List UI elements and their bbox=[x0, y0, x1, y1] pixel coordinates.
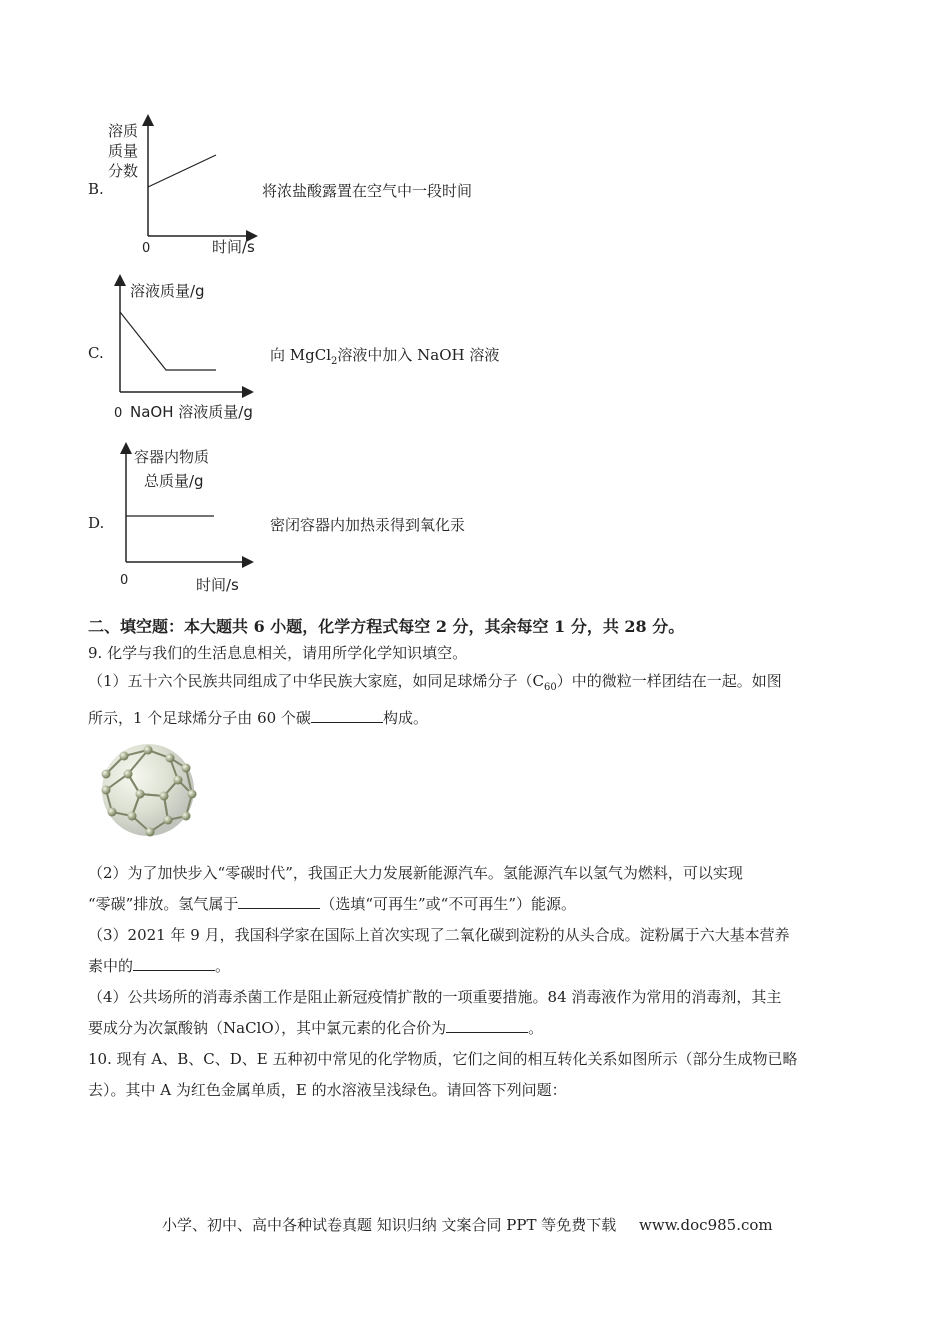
text: 要成分为次氯酸钠（NaClO），其中氯元素的化合价为 bbox=[88, 1019, 447, 1037]
q9-part4 bbox=[88, 982, 878, 1044]
footer-link[interactable]: www.doc985.com bbox=[639, 1216, 773, 1234]
q10-line1: 10. 现有 A、B、C、D、E 五种初中常见的化学物质，它们之间的相互转化关系如图所示（部分生成物已略 bbox=[88, 1050, 798, 1068]
origin-label: 0 bbox=[114, 406, 123, 421]
q9-part4-line2 bbox=[88, 1013, 878, 1044]
desc-part: 溶液中加入 NaOH 溶液 bbox=[337, 346, 500, 364]
text: 构成。 bbox=[382, 709, 428, 727]
origin-label: 0 bbox=[120, 573, 129, 588]
q9-part1 bbox=[88, 666, 878, 734]
text: 。 bbox=[528, 1019, 544, 1037]
y-label-line-1: 溶质 bbox=[108, 122, 139, 140]
x-label: 时间/s bbox=[196, 576, 239, 594]
y-label-line-1: 容器内物质 bbox=[134, 448, 210, 466]
desc-part: 向 MgCl bbox=[270, 346, 332, 364]
option-b-letter: B. bbox=[88, 180, 104, 198]
x-label: NaOH 溶液质量/g bbox=[130, 403, 253, 421]
q9-part2-line2 bbox=[88, 889, 878, 920]
answer-blank[interactable] bbox=[238, 892, 320, 909]
footer bbox=[162, 1214, 773, 1235]
y-label-line-2: 总质量/g bbox=[144, 472, 204, 490]
q9-part1-line2 bbox=[88, 703, 878, 734]
answer-blank[interactable] bbox=[446, 1016, 528, 1033]
subscript: 60 bbox=[544, 682, 557, 693]
option-c-description bbox=[270, 344, 499, 367]
text: （1）五十六个民族共同组成了中华民族大家庭，如同足球烯分子（C bbox=[88, 672, 545, 690]
footer-text: 小学、初中、高中各种试卷真题 知识归纳 文案合同 PPT 等免费下载 bbox=[162, 1216, 617, 1234]
q10-line2: 去）。其中 A 为红色金属单质，E 的水溶液呈浅绿色。请回答下列问题： bbox=[88, 1081, 567, 1099]
q9-part2 bbox=[88, 858, 878, 920]
option-d-description: 密闭容器内加热汞得到氧化汞 bbox=[270, 516, 466, 534]
y-label-line-3: 分数 bbox=[108, 162, 139, 180]
text: 。 bbox=[215, 957, 231, 975]
data-line bbox=[120, 312, 216, 370]
data-line bbox=[148, 155, 216, 187]
y-label-line-2: 质量 bbox=[108, 142, 139, 160]
fullerene-molecule-image bbox=[88, 736, 208, 844]
option-b-graph bbox=[100, 112, 280, 257]
q9-part3-line2 bbox=[88, 951, 878, 982]
option-c-letter: C. bbox=[88, 344, 104, 362]
answer-blank[interactable] bbox=[133, 954, 215, 971]
option-b-description: 将浓盐酸露置在空气中一段时间 bbox=[262, 182, 473, 200]
y-label: 溶液质量/g bbox=[130, 282, 205, 300]
q9-part3-line1: （3）2021 年 9 月，我国科学家在国际上首次实现了二氧化碳到淀粉的从头合成。淀粉属于六大基本营养 bbox=[88, 926, 790, 944]
desc-subscript: 2 bbox=[331, 356, 338, 367]
x-label: 时间/s bbox=[212, 238, 255, 256]
option-d-graph bbox=[100, 442, 280, 598]
q9-part3 bbox=[88, 920, 878, 982]
option-c-graph bbox=[100, 274, 280, 424]
answer-blank[interactable] bbox=[311, 706, 383, 723]
text: 所示，1 个足球烯分子由 60 个碳 bbox=[88, 709, 311, 727]
section-title: 二、填空题：本大题共 6 小题，化学方程式每空 2 分，其余每空 1 分，共 28 分。 bbox=[88, 617, 685, 636]
option-d-letter: D. bbox=[88, 514, 105, 532]
q9-part1-line1 bbox=[88, 666, 878, 703]
text: ）中的微粒一样团结在一起。如图 bbox=[556, 672, 782, 690]
text: （选填“可再生”或“不可再生”）能源。 bbox=[320, 895, 577, 913]
text: 素中的 bbox=[88, 957, 134, 975]
text: “零碳”排放。氢气属于 bbox=[88, 895, 239, 913]
q9-part2-line1: （2）为了加快步入“零碳时代”，我国正大力发展新能源汽车。氢能源汽车以氢气为燃料，可以实现 bbox=[88, 864, 743, 882]
q9-part4-line1: （4）公共场所的消毒杀菌工作是阻止新冠疫情扩散的一项重要措施。84 消毒液作为常用的消毒剂，其主 bbox=[88, 988, 782, 1006]
origin-label: 0 bbox=[142, 241, 151, 256]
q9-stem: 9. 化学与我们的生活息息相关，请用所学化学知识填空。 bbox=[88, 644, 468, 662]
q10 bbox=[88, 1044, 878, 1106]
